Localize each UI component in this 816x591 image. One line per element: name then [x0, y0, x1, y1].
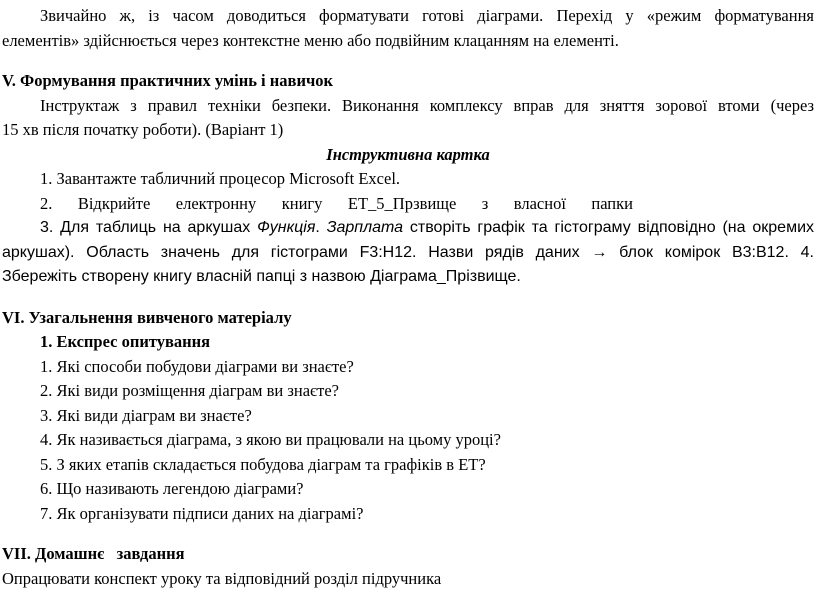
- spacer: [2, 526, 814, 542]
- step-3-sheet-2: Зарплата: [327, 219, 403, 236]
- step-3-separator: .: [315, 219, 326, 236]
- safety-line-2: 15 хв після початку роботи). (Варіант 1): [2, 118, 814, 143]
- step-3-line-3: Збережіть створену книгу власній папці з назвою Діаграма_Прізвище.: [2, 265, 814, 290]
- list-item: 4. Як називається діаграма, з якою ви працювали на цьому уроці?: [2, 428, 814, 453]
- step-1: 1. Завантажте табличний процесор Microsoft Excel.: [2, 167, 814, 192]
- intro-line-2: елементів» здійснюється через контекстне меню або подвійним клацанням на елементі.: [2, 29, 814, 54]
- step-3-sheet-1: Функція: [257, 219, 315, 236]
- homework-task: Опрацювати конспект уроку та відповідний розділ підручника: [2, 567, 814, 591]
- step-3-line-1: [2, 216, 814, 241]
- section-6-heading: VI. Узагальнення вивченого матеріалу: [2, 306, 814, 331]
- express-survey-heading: 1. Експрес опитування: [2, 330, 814, 355]
- step-3-line-2: аркушах). Область значень для гістограми F3:H12. Назви рядів даних → блок комірок B3:B12. 4.: [2, 241, 814, 266]
- step-2: 2. Відкрийте електронну книгу ЕТ_5_Прзвище з власної папки: [2, 192, 633, 217]
- list-item: 5. З яких етапів складається побудова діаграм та графіків в ЕТ?: [2, 453, 814, 478]
- list-item: 6. Що називають легендою діаграми?: [2, 477, 814, 502]
- list-item: 7. Як організувати підписи даних на діаграмі?: [2, 502, 814, 527]
- step-3-block: [2, 216, 814, 290]
- safety-line-1: Інструктаж з правил техніки безпеки. Виконання комплексу вправ для зняття зорової втоми (через: [2, 94, 814, 119]
- list-item: 1. Які способи побудови діаграми ви знаєте?: [2, 355, 814, 380]
- step-3-rest: створіть графік та гістограму відповідно (на окремих: [403, 219, 814, 236]
- spacer: [2, 290, 814, 306]
- list-item: 3. Які види діаграм ви знаєте?: [2, 404, 814, 429]
- spacer: [2, 53, 814, 69]
- instruction-card-title: Інструктивна картка: [2, 143, 814, 168]
- section-5-heading: V. Формування практичних умінь і навичок: [2, 69, 814, 94]
- list-item: 2. Які види розміщення діаграм ви знаєте?: [2, 379, 814, 404]
- question-list: [2, 355, 814, 527]
- document-page: [2, 4, 814, 591]
- step-3-prefix: 3. Для таблиць на аркушах: [40, 219, 257, 236]
- section-7-heading: VII. Домашнє завдання: [2, 542, 814, 567]
- intro-line-1: Звичайно ж, із часом доводиться форматувати готові діаграми. Перехід у «режим форматування: [2, 4, 814, 29]
